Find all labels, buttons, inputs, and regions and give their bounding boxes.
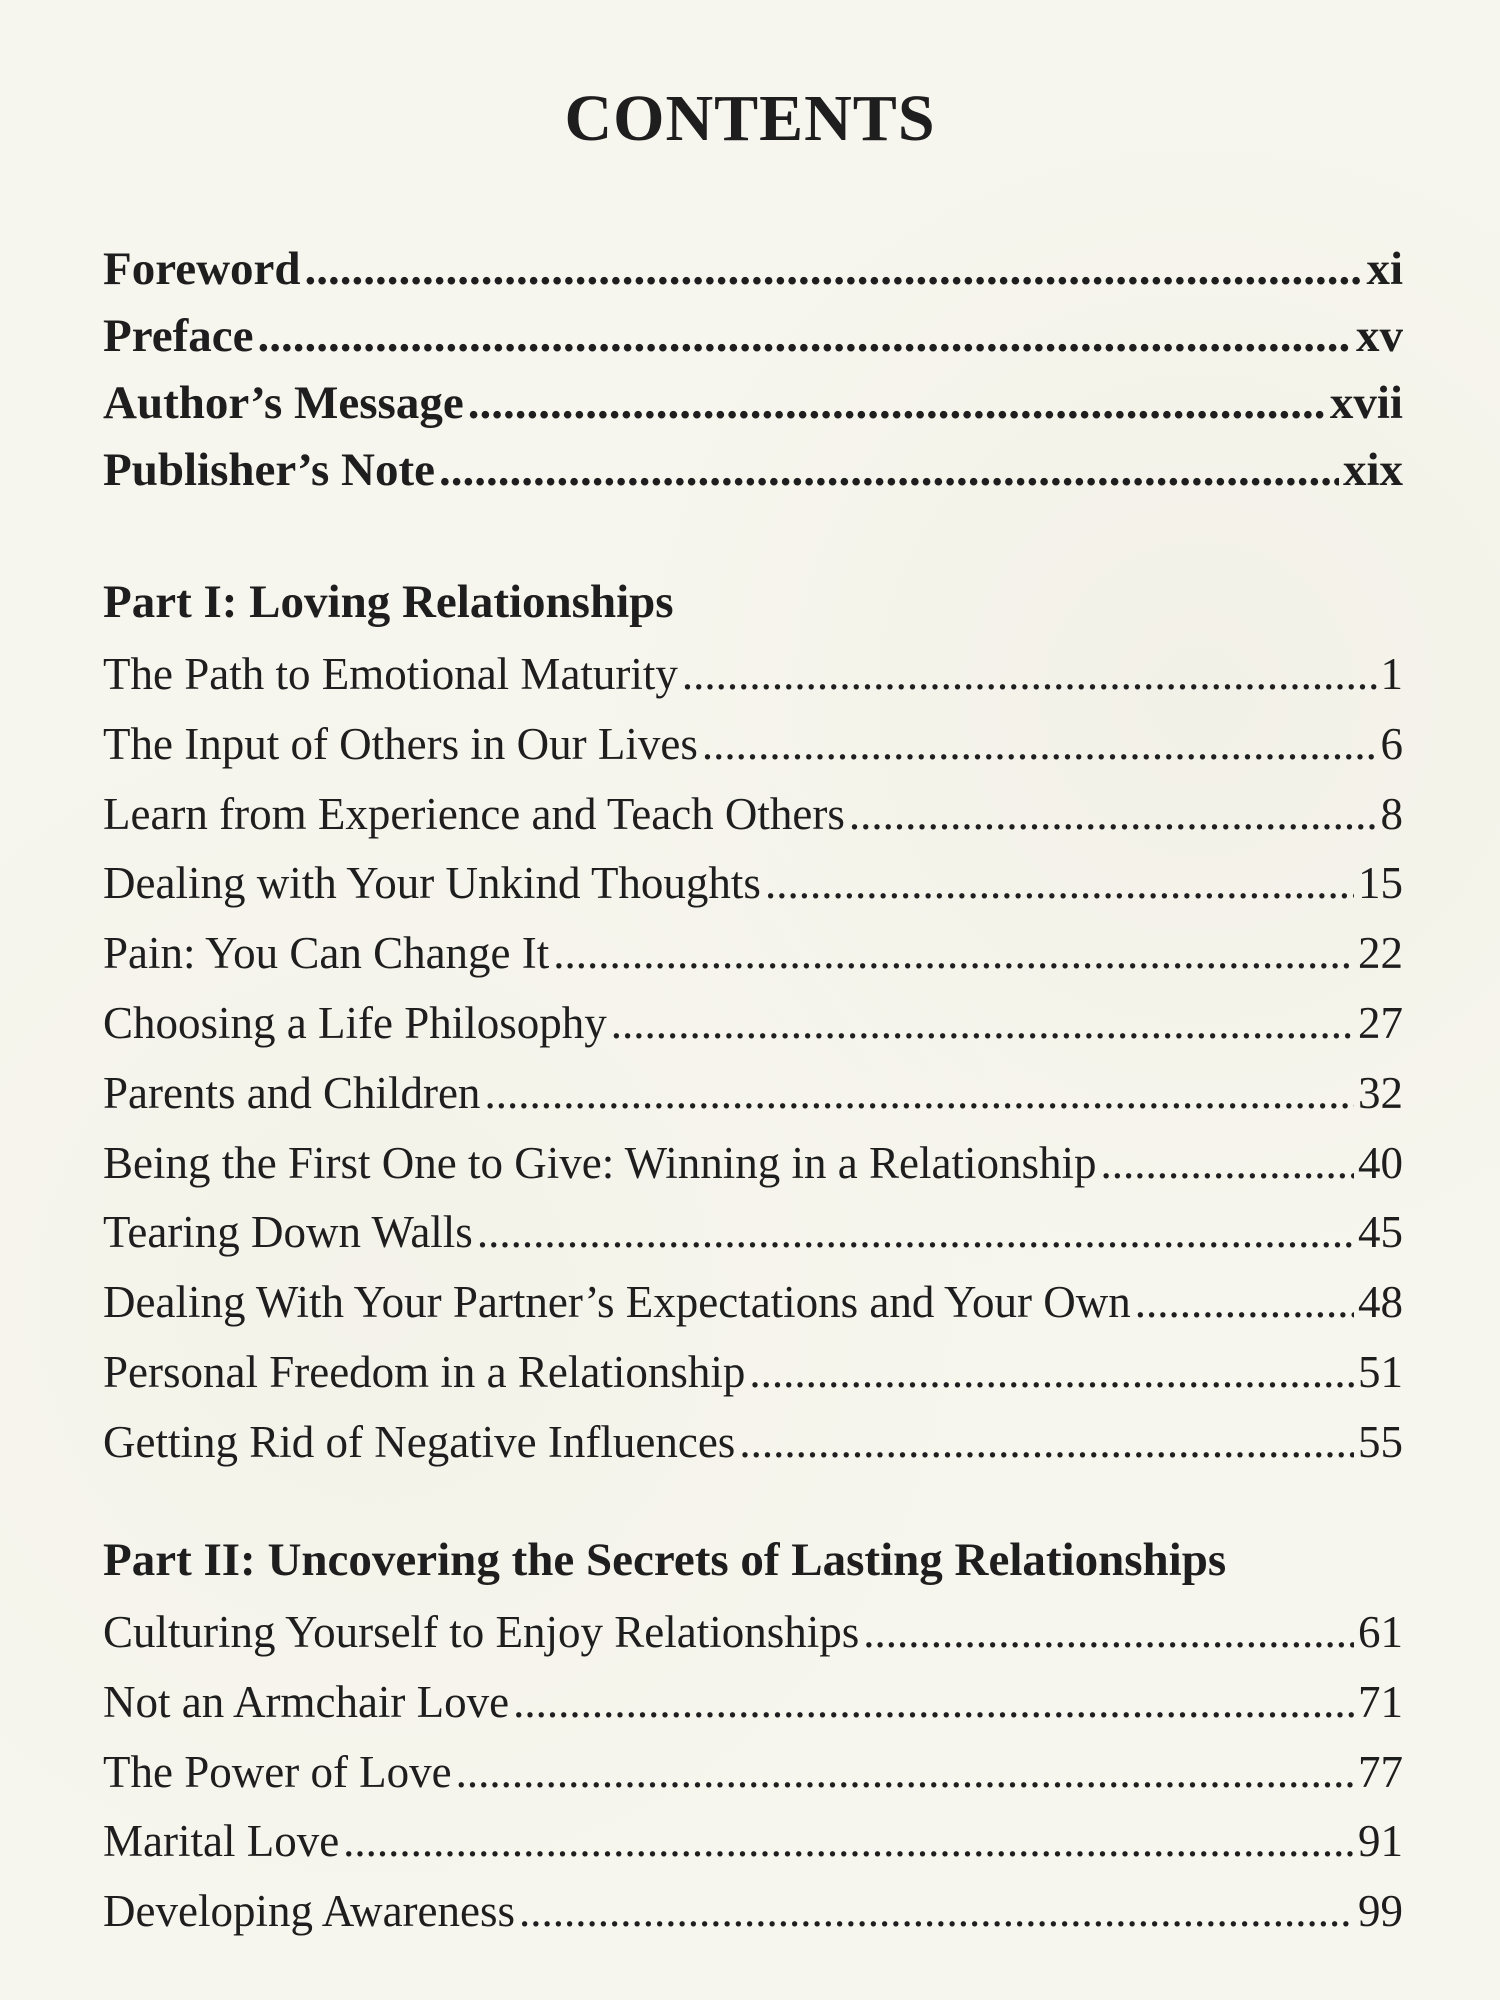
toc-entry-title: Developing Awareness bbox=[103, 1886, 516, 1937]
toc-entry bbox=[103, 1668, 1403, 1738]
toc-entry-title: Dealing with Your Unkind Thoughts bbox=[103, 858, 761, 909]
toc-page-number: 51 bbox=[1358, 1346, 1403, 1397]
toc-entry-title: Getting Rid of Negative Influences bbox=[103, 1416, 736, 1467]
part-heading: Part I: Loving Relationships bbox=[103, 576, 674, 628]
toc-entry bbox=[103, 1738, 1403, 1808]
toc-entry bbox=[103, 1408, 1403, 1478]
page-title: CONTENTS bbox=[564, 82, 936, 155]
toc-entry bbox=[103, 1598, 1403, 1668]
toc-page-number: xv bbox=[1356, 310, 1403, 362]
dot-leader bbox=[519, 1877, 1354, 1947]
dot-leader bbox=[1135, 1268, 1354, 1338]
toc-entry-title: The Input of Others in Our Lives bbox=[103, 718, 698, 769]
toc-entry-title: The Path to Emotional Maturity bbox=[103, 649, 678, 699]
dot-leader bbox=[611, 989, 1354, 1059]
toc-entry-title: Culturing Yourself to Enjoy Relationships bbox=[103, 1607, 860, 1657]
dot-leader bbox=[765, 849, 1354, 919]
toc-entry bbox=[103, 303, 1403, 370]
toc-entry-title: Pain: You Can Change It bbox=[103, 928, 550, 979]
toc-entry bbox=[103, 710, 1403, 780]
dot-leader bbox=[749, 1338, 1354, 1408]
dot-leader bbox=[477, 1198, 1354, 1268]
dot-leader bbox=[1101, 1129, 1354, 1199]
toc-entry-title: The Power of Love bbox=[103, 1746, 452, 1797]
toc-entry bbox=[103, 437, 1403, 504]
toc-entry bbox=[103, 1338, 1403, 1408]
toc-entry bbox=[103, 919, 1403, 989]
toc-entry bbox=[103, 989, 1403, 1059]
toc-entry-title: Author’s Message bbox=[103, 377, 464, 429]
dot-leader bbox=[849, 780, 1377, 850]
dot-leader bbox=[305, 236, 1363, 303]
toc-page-number: 15 bbox=[1358, 858, 1403, 909]
dot-leader bbox=[513, 1668, 1354, 1738]
dot-leader bbox=[468, 370, 1326, 437]
toc-entry bbox=[103, 236, 1403, 303]
toc-entry bbox=[103, 640, 1403, 710]
toc-page-number: 6 bbox=[1380, 718, 1403, 769]
toc-page-number: 22 bbox=[1358, 928, 1403, 979]
dot-leader bbox=[702, 710, 1377, 780]
toc-page-number: 55 bbox=[1358, 1416, 1403, 1467]
dot-leader bbox=[257, 303, 1352, 370]
toc-page-number: 32 bbox=[1358, 1067, 1403, 1118]
toc-entry-title: Dealing With Your Partner’s Expectations and Your Own bbox=[103, 1277, 1131, 1328]
toc-entry-title: Marital Love bbox=[103, 1816, 340, 1867]
toc-page-number: 99 bbox=[1358, 1886, 1403, 1937]
front-matter-list bbox=[103, 236, 1403, 504]
toc-page-number: 45 bbox=[1358, 1207, 1403, 1258]
toc-entry bbox=[103, 849, 1403, 919]
toc-page-number: 71 bbox=[1358, 1676, 1403, 1727]
dot-leader bbox=[739, 1408, 1354, 1478]
dot-leader bbox=[456, 1738, 1354, 1808]
part-section bbox=[103, 570, 1403, 1478]
toc-entry-title: Parents and Children bbox=[103, 1067, 481, 1118]
toc-entry-title: Learn from Experience and Teach Others bbox=[103, 788, 845, 839]
dot-leader bbox=[439, 437, 1339, 504]
toc-entry bbox=[103, 370, 1403, 437]
part-heading: Part II: Uncovering the Secrets of Lasting Relationships bbox=[103, 1534, 1227, 1586]
toc-entry-title: Foreword bbox=[103, 243, 301, 295]
toc-entry-title: Preface bbox=[103, 310, 254, 362]
toc-page-number: 61 bbox=[1358, 1607, 1403, 1657]
toc-page-number: xvii bbox=[1329, 377, 1403, 429]
toc-entry bbox=[103, 1198, 1403, 1268]
dot-leader bbox=[343, 1807, 1354, 1877]
toc-page-number: 40 bbox=[1358, 1137, 1403, 1188]
toc-page-number: 27 bbox=[1358, 997, 1403, 1048]
toc-page-number: 1 bbox=[1380, 649, 1403, 699]
toc-page-number: 48 bbox=[1358, 1277, 1403, 1328]
toc-page-number: xix bbox=[1342, 444, 1403, 496]
dot-leader bbox=[553, 919, 1354, 989]
toc-entry-title: Publisher’s Note bbox=[103, 444, 436, 496]
dot-leader bbox=[863, 1598, 1354, 1668]
toc-entry-title: Being the First One to Give: Winning in a Relationship bbox=[103, 1137, 1097, 1188]
dot-leader bbox=[682, 640, 1377, 710]
toc-page-number: 91 bbox=[1358, 1816, 1403, 1867]
toc-entry bbox=[103, 1268, 1403, 1338]
toc-entry bbox=[103, 780, 1403, 850]
toc-page-number: 8 bbox=[1380, 788, 1403, 839]
toc-entry bbox=[103, 1059, 1403, 1129]
dot-leader bbox=[484, 1059, 1354, 1129]
part-section bbox=[103, 1528, 1403, 1947]
toc-page-number: xi bbox=[1366, 243, 1403, 295]
toc-entry-title: Personal Freedom in a Relationship bbox=[103, 1346, 746, 1397]
toc-entry bbox=[103, 1129, 1403, 1199]
toc-entry bbox=[103, 1807, 1403, 1877]
toc-entry bbox=[103, 1877, 1403, 1947]
toc-page-number: 77 bbox=[1358, 1746, 1403, 1797]
toc-entry-title: Not an Armchair Love bbox=[103, 1676, 510, 1727]
toc-entry-title: Choosing a Life Philosophy bbox=[103, 997, 607, 1048]
toc-entry-title: Tearing Down Walls bbox=[103, 1207, 473, 1258]
